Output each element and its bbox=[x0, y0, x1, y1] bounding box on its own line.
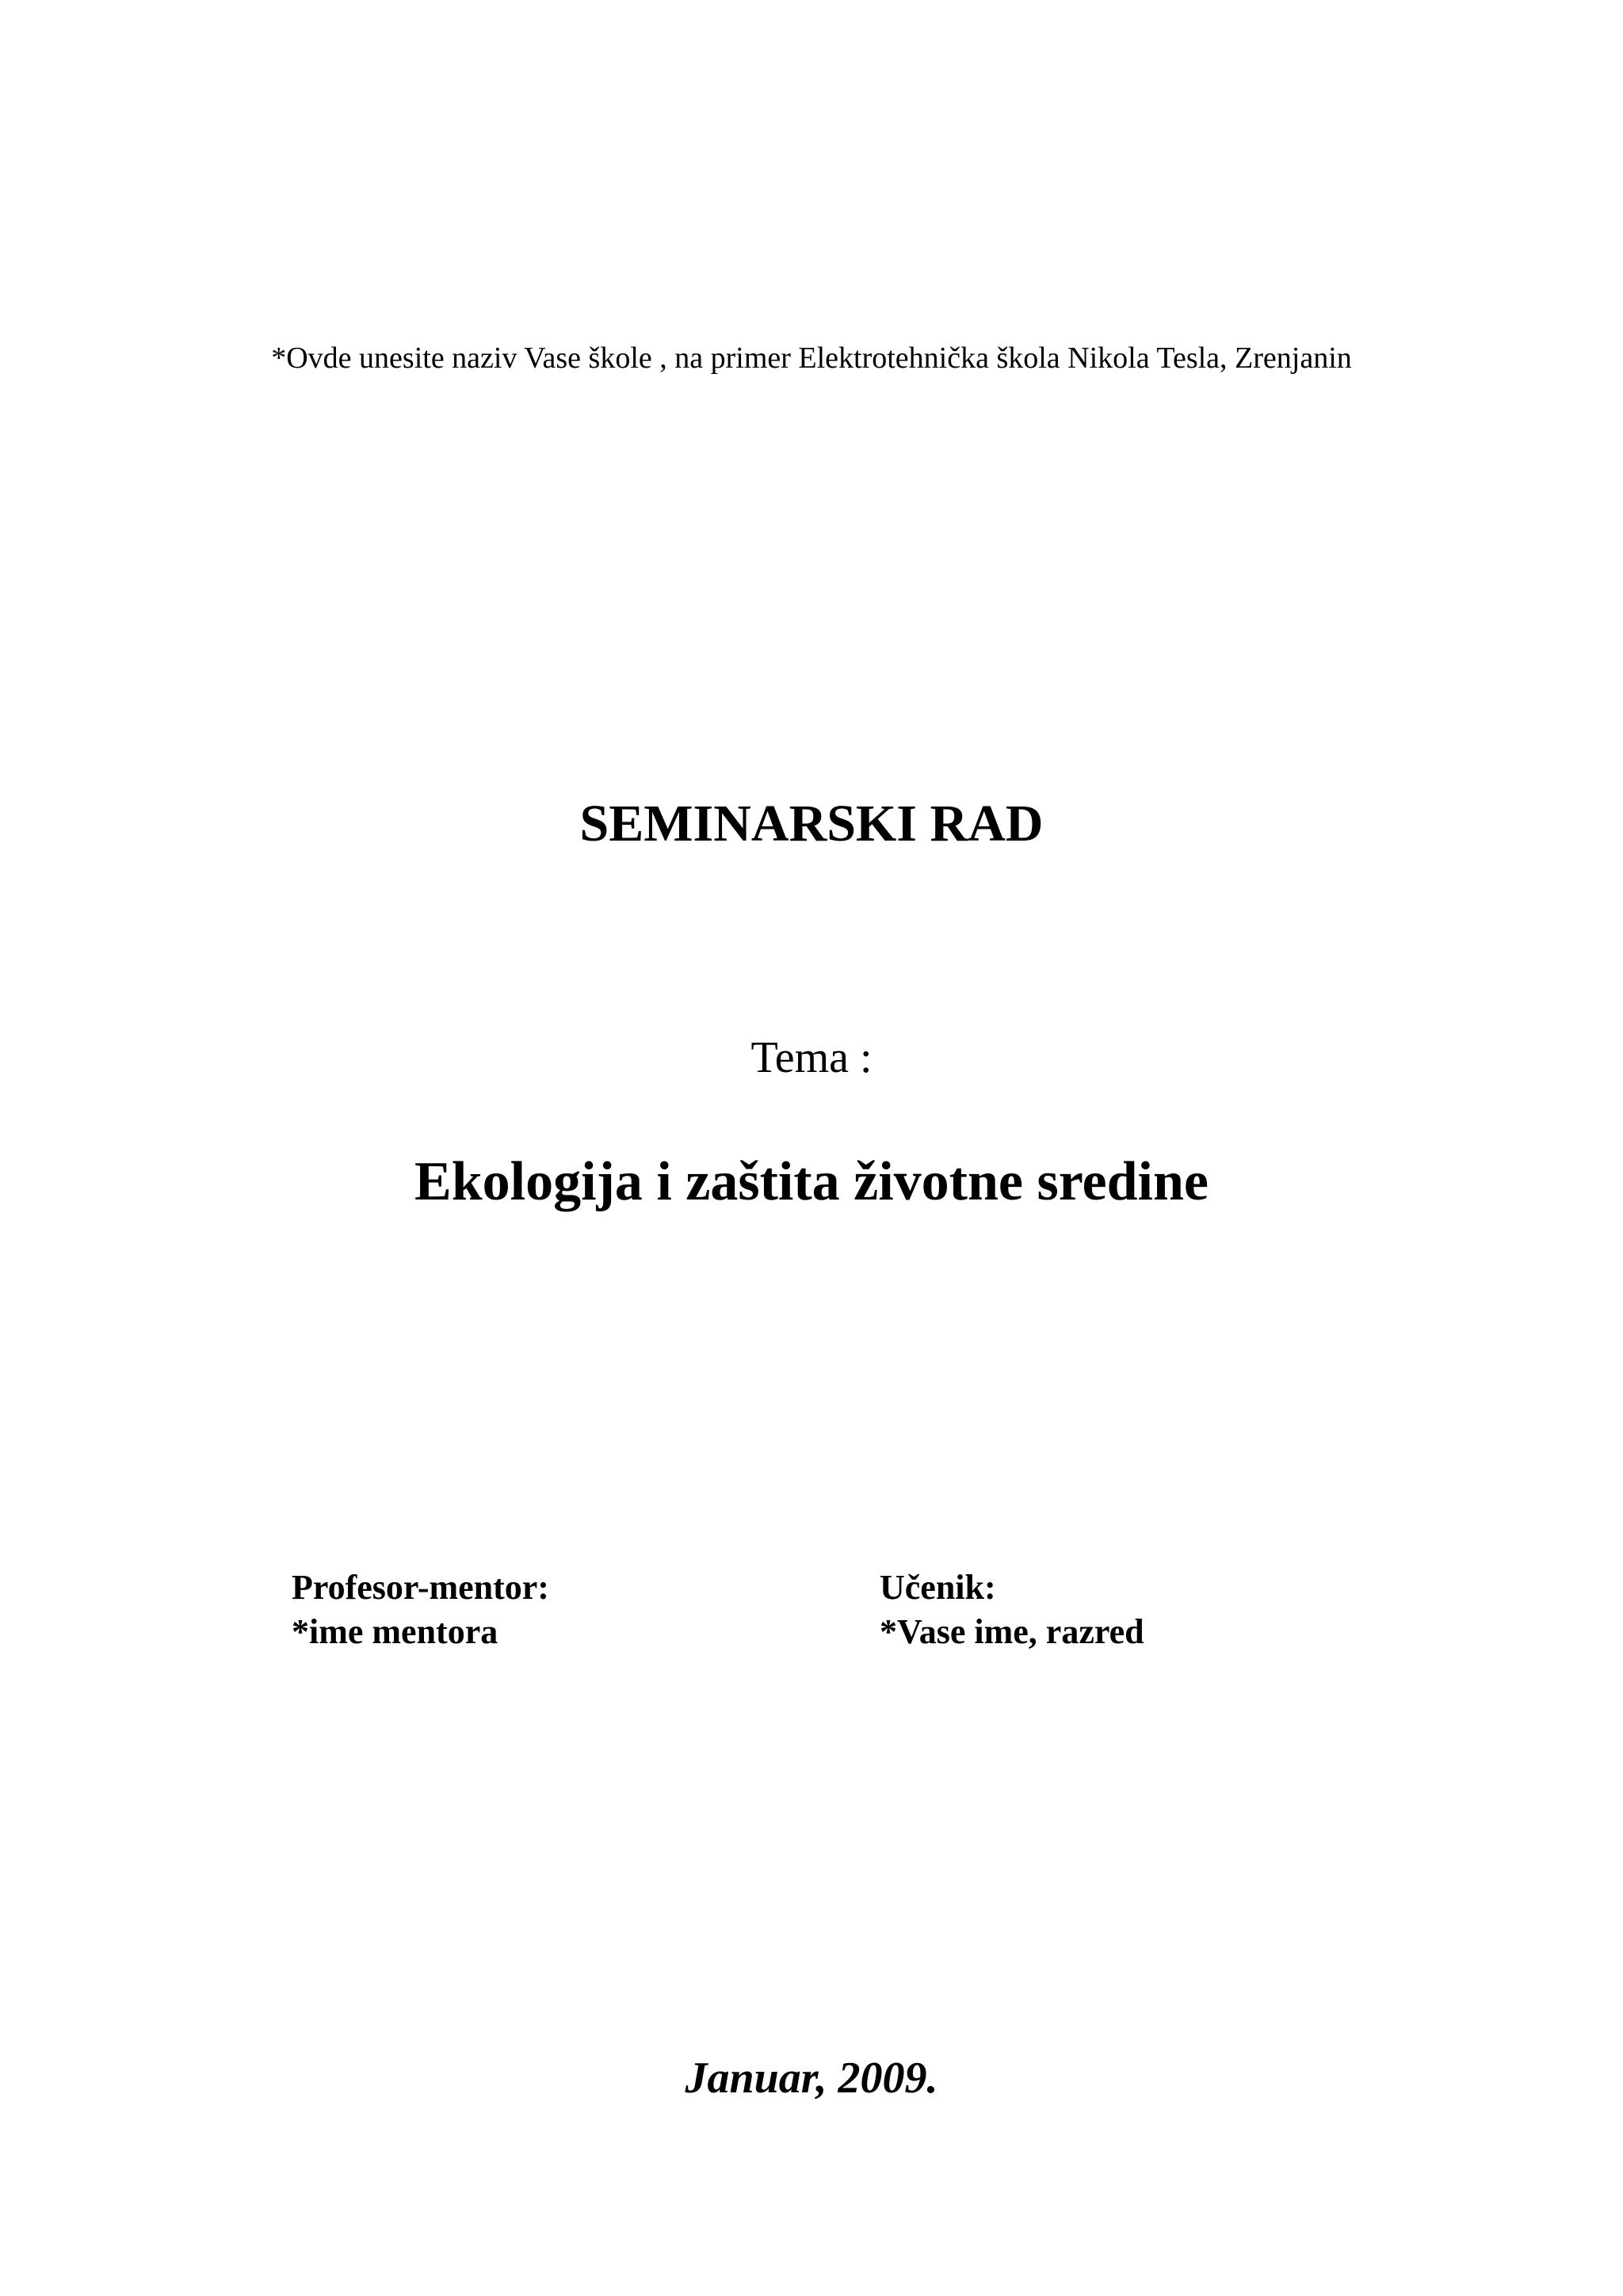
topic-label: Tema : bbox=[750, 1033, 873, 1082]
school-name-line: *Ovde unesite naziv Vase škole , na primer Elektrotehnička škola Nikola Tesla, Zrenjanin bbox=[271, 341, 1352, 375]
mentor-block bbox=[292, 1566, 549, 1654]
mentor-name: *ime mentora bbox=[292, 1612, 498, 1651]
document-title: SEMINARSKI RAD bbox=[579, 795, 1044, 852]
topic-title: Ekologija i zaštita životne sredine bbox=[414, 1151, 1209, 1212]
student-label: Učenik: bbox=[880, 1568, 996, 1607]
mentor-label: Profesor-mentor: bbox=[292, 1568, 549, 1607]
document-date: Januar, 2009. bbox=[685, 2054, 938, 2103]
student-block bbox=[880, 1566, 1144, 1654]
student-name: *Vase ime, razred bbox=[880, 1612, 1144, 1651]
